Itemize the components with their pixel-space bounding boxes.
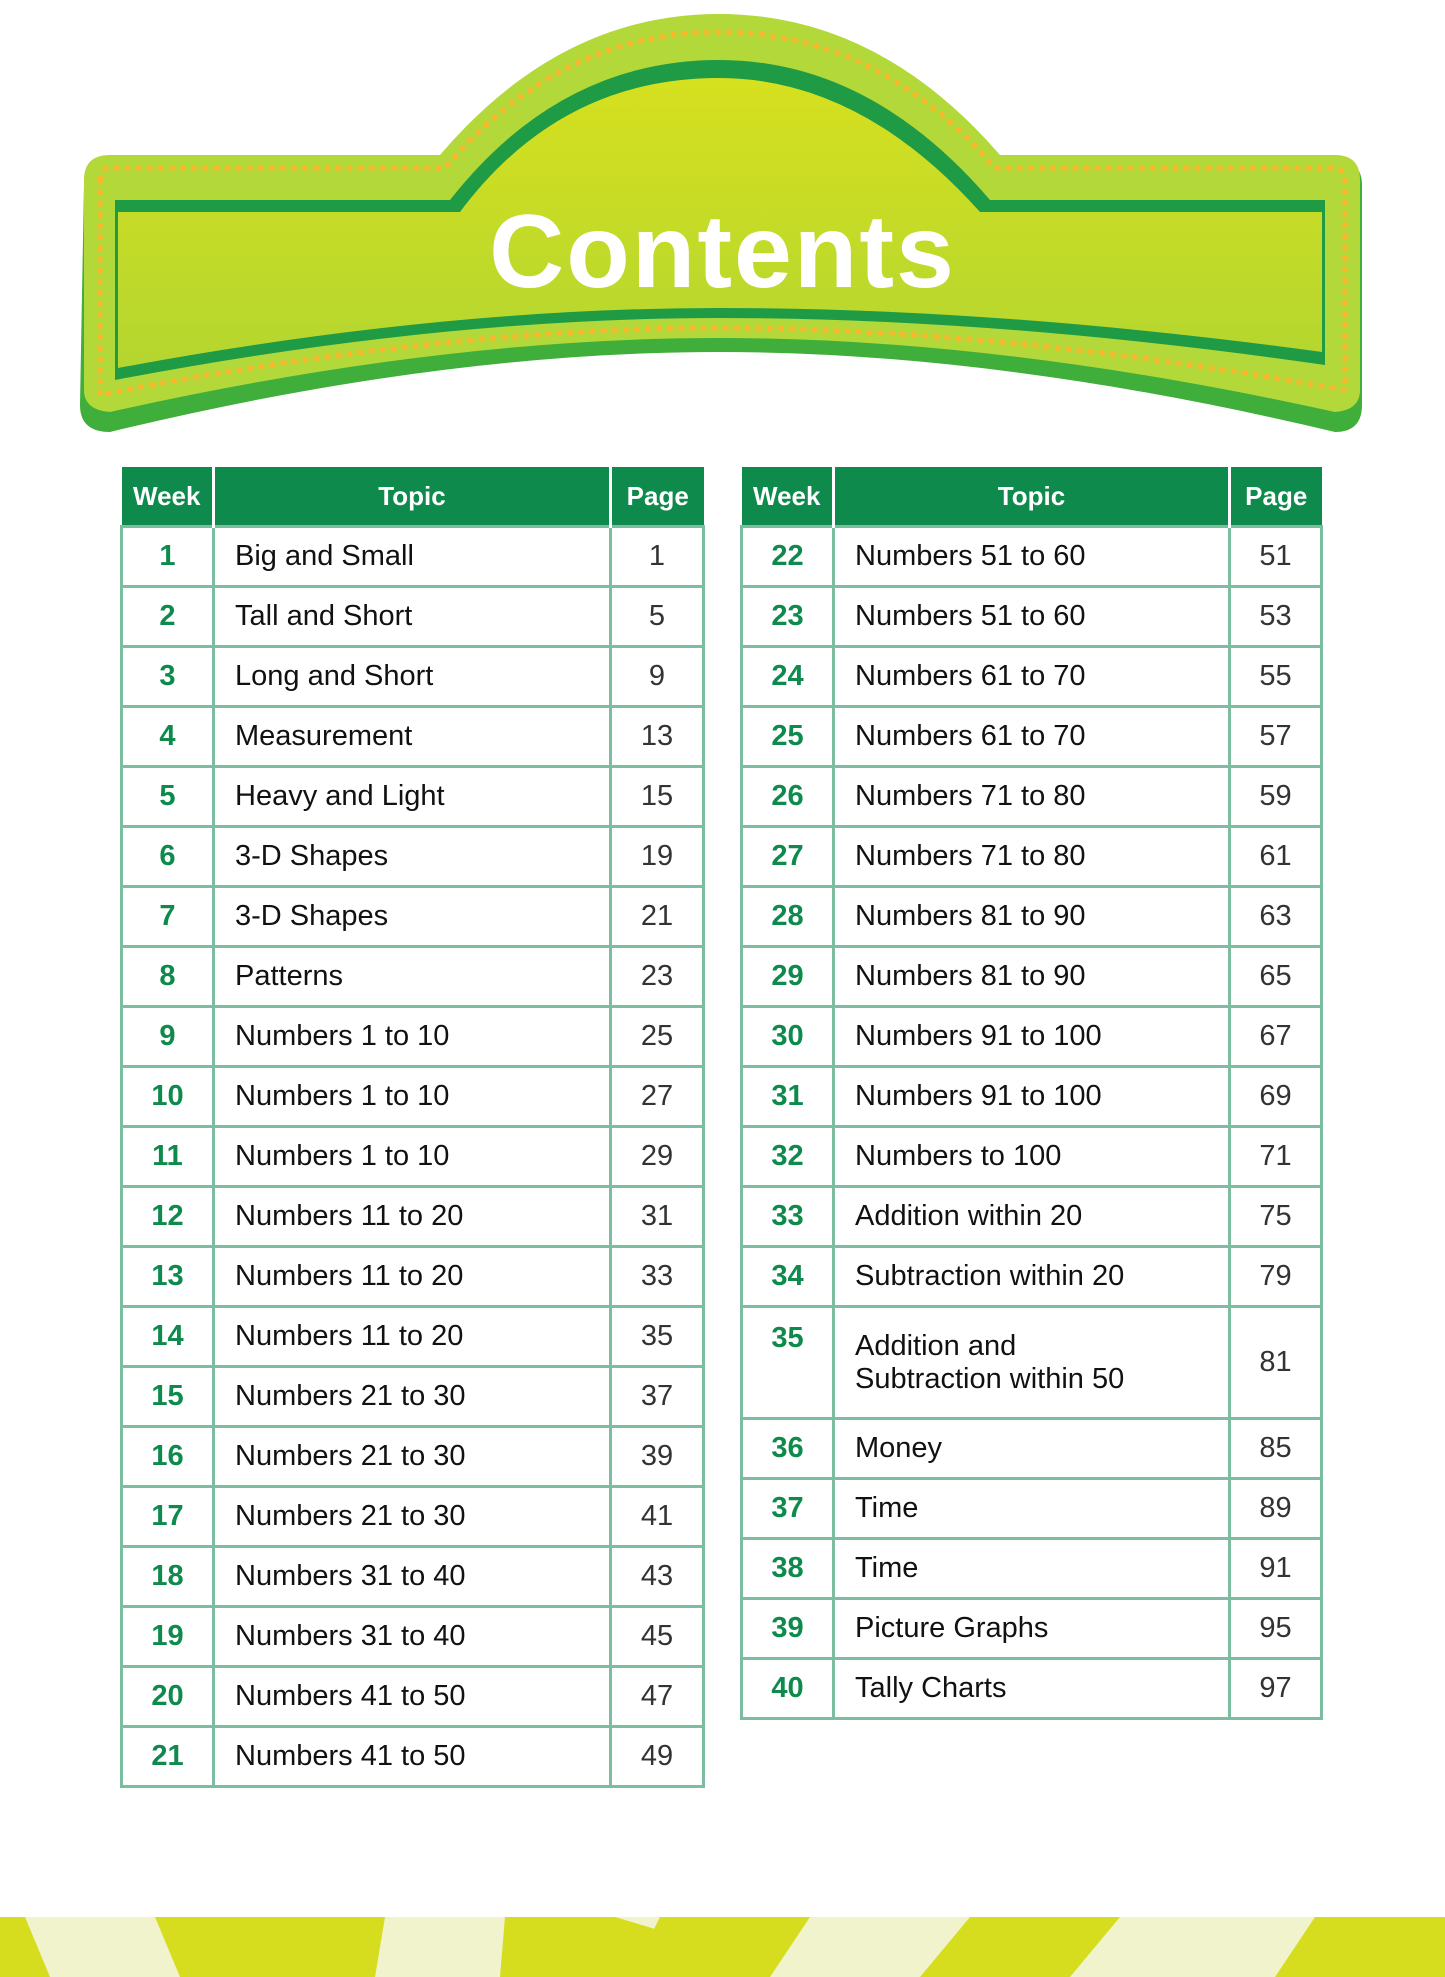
topic-title: Numbers 1 to 10: [214, 1067, 611, 1127]
page-number: 63: [1230, 887, 1322, 947]
page-number: 97: [1230, 1659, 1322, 1719]
topic-title: Numbers 31 to 40: [214, 1547, 611, 1607]
table-row: [742, 1307, 1322, 1419]
table-row: [742, 1659, 1322, 1719]
topic-title: Numbers 21 to 30: [214, 1427, 611, 1487]
week-number: 8: [122, 947, 214, 1007]
table-row: [122, 1067, 704, 1127]
page-number: 71: [1230, 1127, 1322, 1187]
topic-title: Long and Short: [214, 647, 611, 707]
page-number: 33: [611, 1247, 704, 1307]
page-header: Page: [611, 467, 704, 527]
table-row: [122, 1247, 704, 1307]
topic-title: Time: [834, 1479, 1230, 1539]
topic-title: Numbers 11 to 20: [214, 1307, 611, 1367]
table-row: [742, 767, 1322, 827]
table-row: [122, 527, 704, 587]
page-number: 43: [611, 1547, 704, 1607]
topic-title: Measurement: [214, 707, 611, 767]
page-header: Page: [1230, 467, 1322, 527]
table-row: [122, 1127, 704, 1187]
topic-title: Picture Graphs: [834, 1599, 1230, 1659]
week-number: 14: [122, 1307, 214, 1367]
page-number: 13: [611, 707, 704, 767]
table-row: [742, 1419, 1322, 1479]
topic-title: Numbers 21 to 30: [214, 1367, 611, 1427]
page-number: 67: [1230, 1007, 1322, 1067]
week-header: Week: [742, 467, 834, 527]
week-header: Week: [122, 467, 214, 527]
table-row: [122, 947, 704, 1007]
decorative-stripe-band: [0, 1917, 1445, 1977]
page-number: 15: [611, 767, 704, 827]
table-row: [742, 1187, 1322, 1247]
topic-title: Numbers 1 to 10: [214, 1127, 611, 1187]
week-number: 10: [122, 1067, 214, 1127]
page-number: 57: [1230, 707, 1322, 767]
topic-title: Numbers 1 to 10: [214, 1007, 611, 1067]
table-row: [742, 587, 1322, 647]
table-row: [742, 1599, 1322, 1659]
page-number: 19: [611, 827, 704, 887]
page-number: 85: [1230, 1419, 1322, 1479]
week-number: 26: [742, 767, 834, 827]
page-number: 21: [611, 887, 704, 947]
table-row: [122, 1667, 704, 1727]
page-number: 37: [611, 1367, 704, 1427]
topic-title: Numbers 51 to 60: [834, 587, 1230, 647]
topic-title: Numbers 91 to 100: [834, 1007, 1230, 1067]
page-number: 65: [1230, 947, 1322, 1007]
page-number: 41: [611, 1487, 704, 1547]
page-number: 81: [1230, 1307, 1322, 1419]
table-row: [122, 1607, 704, 1667]
topic-title: Numbers 71 to 80: [834, 767, 1230, 827]
page-number: 61: [1230, 827, 1322, 887]
table-row: [122, 827, 704, 887]
topic-header: Topic: [834, 467, 1230, 527]
week-number: 25: [742, 707, 834, 767]
week-number: 21: [122, 1727, 214, 1787]
page-number: 35: [611, 1307, 704, 1367]
table-row: [122, 1547, 704, 1607]
page-number: 27: [611, 1067, 704, 1127]
topic-title: Numbers 21 to 30: [214, 1487, 611, 1547]
topic-title: Numbers 81 to 90: [834, 947, 1230, 1007]
page-number: 51: [1230, 527, 1322, 587]
contents-table-left: [120, 467, 705, 1788]
topic-title: Numbers 41 to 50: [214, 1727, 611, 1787]
topic-title: Tall and Short: [214, 587, 611, 647]
table-row: [742, 1067, 1322, 1127]
page-number: 53: [1230, 587, 1322, 647]
week-number: 12: [122, 1187, 214, 1247]
week-number: 34: [742, 1247, 834, 1307]
page-number: 9: [611, 647, 704, 707]
page-number: 79: [1230, 1247, 1322, 1307]
page-number: 23: [611, 947, 704, 1007]
page-number: 91: [1230, 1539, 1322, 1599]
week-number: 20: [122, 1667, 214, 1727]
table-row: [742, 1479, 1322, 1539]
table-row: [742, 1539, 1322, 1599]
table-row: [742, 887, 1322, 947]
table-row: [122, 1427, 704, 1487]
week-number: 39: [742, 1599, 834, 1659]
week-number: 31: [742, 1067, 834, 1127]
topic-title: Subtraction within 20: [834, 1247, 1230, 1307]
page-number: 39: [611, 1427, 704, 1487]
page-number: 29: [611, 1127, 704, 1187]
week-number: 37: [742, 1479, 834, 1539]
week-number: 9: [122, 1007, 214, 1067]
page-number: 89: [1230, 1479, 1322, 1539]
topic-title: Numbers 61 to 70: [834, 707, 1230, 767]
table-row: [742, 1127, 1322, 1187]
page-number: 75: [1230, 1187, 1322, 1247]
table-row: [742, 1247, 1322, 1307]
table-row: [122, 1487, 704, 1547]
week-number: 35: [742, 1307, 834, 1419]
table-row: [122, 1367, 704, 1427]
topic-title: Money: [834, 1419, 1230, 1479]
topic-title: Time: [834, 1539, 1230, 1599]
week-number: 16: [122, 1427, 214, 1487]
topic-title: Numbers to 100: [834, 1127, 1230, 1187]
page-number: 59: [1230, 767, 1322, 827]
week-number: 6: [122, 827, 214, 887]
week-number: 15: [122, 1367, 214, 1427]
topic-title: Big and Small: [214, 527, 611, 587]
week-number: 27: [742, 827, 834, 887]
page-number: 95: [1230, 1599, 1322, 1659]
page-number: 45: [611, 1607, 704, 1667]
topic-title: Numbers 41 to 50: [214, 1667, 611, 1727]
topic-title: Patterns: [214, 947, 611, 1007]
page-number: 1: [611, 527, 704, 587]
week-number: 36: [742, 1419, 834, 1479]
week-number: 22: [742, 527, 834, 587]
table-row: [742, 1007, 1322, 1067]
week-number: 18: [122, 1547, 214, 1607]
page-number: 31: [611, 1187, 704, 1247]
week-number: 13: [122, 1247, 214, 1307]
table-row: [122, 1007, 704, 1067]
page-number: 47: [611, 1667, 704, 1727]
week-number: 29: [742, 947, 834, 1007]
topic-title: Tally Charts: [834, 1659, 1230, 1719]
page-number: 49: [611, 1727, 704, 1787]
topic-title: Numbers 11 to 20: [214, 1247, 611, 1307]
page-number: 5: [611, 587, 704, 647]
week-number: 28: [742, 887, 834, 947]
page-number: 25: [611, 1007, 704, 1067]
topic-header: Topic: [214, 467, 611, 527]
table-row: [742, 947, 1322, 1007]
week-number: 30: [742, 1007, 834, 1067]
week-number: 38: [742, 1539, 834, 1599]
topic-title: Numbers 61 to 70: [834, 647, 1230, 707]
page-title: Contents: [489, 194, 956, 310]
table-row: [742, 527, 1322, 587]
week-number: 2: [122, 587, 214, 647]
topic-title: Addition within 20: [834, 1187, 1230, 1247]
topic-title: 3-D Shapes: [214, 887, 611, 947]
table-row: [122, 887, 704, 947]
week-number: 24: [742, 647, 834, 707]
table-row: [122, 647, 704, 707]
week-number: 33: [742, 1187, 834, 1247]
table-row: [742, 827, 1322, 887]
week-number: 3: [122, 647, 214, 707]
table-row: [122, 707, 704, 767]
topic-title: Heavy and Light: [214, 767, 611, 827]
table-row: [122, 767, 704, 827]
page-number: 55: [1230, 647, 1322, 707]
topic-title: Numbers 51 to 60: [834, 527, 1230, 587]
week-number: 23: [742, 587, 834, 647]
contents-table-right: [740, 467, 1323, 1720]
table-row: [122, 1187, 704, 1247]
week-number: 5: [122, 767, 214, 827]
topic-title: Numbers 11 to 20: [214, 1187, 611, 1247]
week-number: 7: [122, 887, 214, 947]
week-number: 1: [122, 527, 214, 587]
table-row: [742, 647, 1322, 707]
week-number: 4: [122, 707, 214, 767]
table-row: [122, 1727, 704, 1787]
week-number: 11: [122, 1127, 214, 1187]
table-row: [122, 1307, 704, 1367]
topic-title: Numbers 31 to 40: [214, 1607, 611, 1667]
topic-title: Numbers 81 to 90: [834, 887, 1230, 947]
page-number: 69: [1230, 1067, 1322, 1127]
table-row: [122, 587, 704, 647]
table-row: [742, 707, 1322, 767]
week-number: 32: [742, 1127, 834, 1187]
week-number: 40: [742, 1659, 834, 1719]
week-number: 19: [122, 1607, 214, 1667]
topic-title: 3-D Shapes: [214, 827, 611, 887]
week-number: 17: [122, 1487, 214, 1547]
topic-title: Addition and Subtraction within 50: [834, 1307, 1230, 1419]
topic-title: Numbers 71 to 80: [834, 827, 1230, 887]
topic-title: Numbers 91 to 100: [834, 1067, 1230, 1127]
